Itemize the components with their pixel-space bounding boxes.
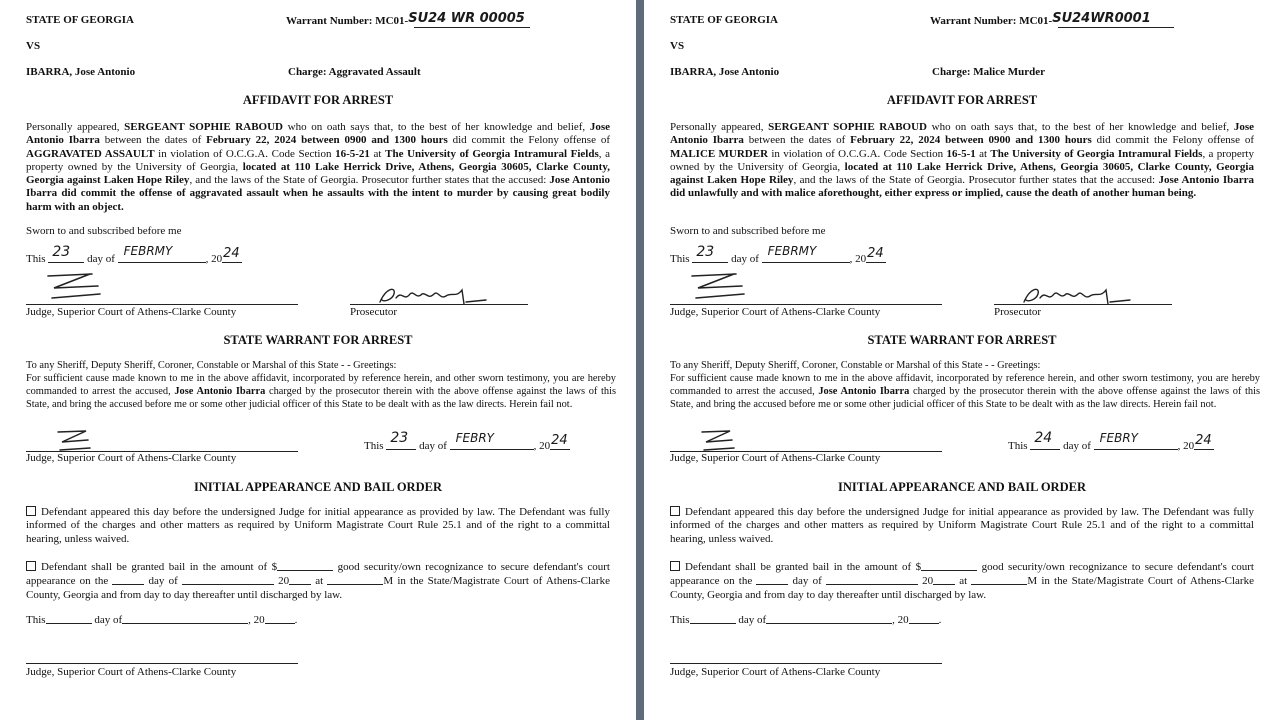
bail-appearance-paragraph: Defendant appeared this day before the undersigned Judge for initial appearance as provided by law. The Defendant was fully informed of the charges and other matters as required by Uniform Magistrate Court Rule 25.1 and of the right to a committal hearing, unless waived. bbox=[26, 506, 610, 545]
warrant-number-handwritten: SU24WR0001 bbox=[1052, 11, 1151, 26]
warrant-number-handwritten: SU24 WR 00005 bbox=[408, 11, 525, 26]
judge-signature bbox=[684, 270, 764, 306]
court-month-blank[interactable] bbox=[826, 574, 918, 585]
sworn-month-handwritten: FEBRMY bbox=[767, 244, 817, 258]
warrant-greeting: To any Sheriff, Deputy Sheriff, Coroner, Constable or Marshal of this State - - Greetings: bbox=[670, 360, 1041, 371]
sworn-date-line: This 23 day of FEBRMY , 20 24 bbox=[670, 252, 1256, 266]
page-divider bbox=[636, 0, 644, 720]
warrant-body: For sufficient cause made known to me in the above affidavit, incorporated by reference herein, and other sworn testimony, you are hereby commanded to arrest the accused, Jose Antonio Ibarra charged by the prosecutor therein with the above offense against the laws of this State, and bring the accused before me or some other judicial officer of this State to be dealt with as the law directs. Herein fail not. bbox=[670, 373, 1260, 410]
charge-label: Charge: Malice Murder bbox=[932, 66, 1046, 78]
defendant-name: IBARRA, Jose Antonio bbox=[670, 66, 780, 78]
warrant-number: Warrant Number: MC01-SU24 WR 00005 bbox=[286, 11, 525, 27]
bail-amount-blank[interactable] bbox=[921, 560, 977, 571]
bail-title: INITIAL APPEARANCE AND BAIL ORDER bbox=[194, 480, 442, 494]
warrant-day-handwritten: 23 bbox=[390, 430, 409, 446]
warrant-page-malice-murder bbox=[644, 0, 1280, 720]
vs-label: VS bbox=[26, 40, 41, 52]
warrant-body: For sufficient cause made known to me in the above affidavit, incorporated by reference herein, and other sworn testimony, you are hereby commanded to arrest the accused, Jose Antonio Ibarra charged by the prosecutor therein with the above offense against the laws of this State, and bring the accused before me or some other judicial officer of this State to be dealt with as the law directs. Herein fail not. bbox=[26, 373, 616, 410]
warrant-month-handwritten: FEBRY bbox=[455, 431, 494, 445]
judge-title-affidavit: Judge, Superior Court of Athens-Clarke County bbox=[26, 306, 237, 318]
sworn-day-handwritten: 23 bbox=[696, 244, 715, 260]
judge-signature-line-bail bbox=[670, 663, 942, 664]
warrant-title: STATE WARRANT FOR ARREST bbox=[223, 333, 413, 347]
bail-amount-paragraph: Defendant shall be granted bail in the amount of $ good security/own recognizance to secure defendant's court appearance on the day of 20 at M in the State/Magistrate Court of Athens-Clarke County, Georgia and from day to day thereafter until discharged by law. bbox=[670, 561, 1254, 601]
judge-title-bail: Judge, Superior Court of Athens-Clarke County bbox=[26, 666, 237, 678]
bail-month-blank[interactable] bbox=[122, 613, 248, 624]
charge-label: Charge: Aggravated Assault bbox=[288, 66, 421, 78]
affidavit-body: Personally appeared, SERGEANT SOPHIE RABOUD who on oath says that, to the best of her knowledge and belief, Jose Antonio Ibarra between the dates of February 22, 2024 between 0900 and 1300 hours did commit the Felony offense of AGGRAVATED ASSAULT in violation of O.C.G.A. Code Section 16-5-21 at The University of Georgia Intramural Fields, a property owned by the University of Georgia, located at 110 Lake Herrick Drive, Athens, Georgia 30605, Clarke County, Georgia against Laken Hope Riley, and the laws of the State of Georgia. Prosecutor further states that the accused: Jose Antonio Ibarra did commit the offense of aggravated assault when he assaults with the intent to murder by causing great bodily harm with an object. bbox=[26, 121, 611, 213]
sworn-date-line: This 23 day of FEBRMY , 20 24 bbox=[26, 252, 612, 266]
sworn-statement: Sworn to and subscribed before me bbox=[26, 225, 182, 237]
sworn-year-handwritten: 24 bbox=[223, 246, 240, 261]
bail-month-blank[interactable] bbox=[766, 613, 892, 624]
warrant-day-handwritten: 24 bbox=[1034, 430, 1053, 446]
sworn-day-handwritten: 23 bbox=[52, 244, 71, 260]
warrant-number: Warrant Number: MC01-SU24WR0001 bbox=[930, 11, 1151, 27]
court-day-blank[interactable] bbox=[756, 574, 788, 585]
sworn-year-handwritten: 24 bbox=[867, 246, 884, 261]
warrant-date-line: This 23 day of FEBRY , 20 24 bbox=[364, 439, 614, 453]
court-month-blank[interactable] bbox=[182, 574, 274, 585]
warrant-year-handwritten: 24 bbox=[1195, 433, 1212, 448]
bail-checkbox[interactable] bbox=[26, 561, 36, 571]
judge-signature bbox=[40, 270, 120, 306]
warrant-month-handwritten: FEBRY bbox=[1099, 431, 1138, 445]
vs-label: VS bbox=[670, 40, 685, 52]
bail-date-line: This day of , 20 . bbox=[670, 614, 942, 626]
appearance-checkbox[interactable] bbox=[670, 506, 680, 516]
prosecutor-signature-line bbox=[350, 304, 528, 305]
bail-day-blank[interactable] bbox=[46, 613, 92, 624]
warrant-greeting: To any Sheriff, Deputy Sheriff, Coroner, Constable or Marshal of this State - - Greetings: bbox=[26, 360, 397, 371]
warrant-page-aggravated-assault bbox=[0, 0, 636, 720]
judge-title-warrant: Judge, Superior Court of Athens-Clarke County bbox=[26, 452, 237, 464]
bail-title: INITIAL APPEARANCE AND BAIL ORDER bbox=[838, 480, 1086, 494]
warrant-year-handwritten: 24 bbox=[551, 433, 568, 448]
judge-title-bail: Judge, Superior Court of Athens-Clarke County bbox=[670, 666, 881, 678]
court-year-blank[interactable] bbox=[289, 574, 311, 585]
prosecutor-label: Prosecutor bbox=[350, 306, 398, 318]
prosecutor-signature-line bbox=[994, 304, 1172, 305]
warrant-title: STATE WARRANT FOR ARREST bbox=[867, 333, 1057, 347]
bail-year-blank[interactable] bbox=[909, 613, 939, 624]
sworn-month-handwritten: FEBRMY bbox=[123, 244, 173, 258]
court-day-blank[interactable] bbox=[112, 574, 144, 585]
court-time-blank[interactable] bbox=[327, 574, 383, 585]
warrant-number-underline bbox=[414, 27, 530, 28]
defendant-name: IBARRA, Jose Antonio bbox=[26, 66, 136, 78]
bail-checkbox[interactable] bbox=[670, 561, 680, 571]
court-year-blank[interactable] bbox=[933, 574, 955, 585]
state-label: STATE OF GEORGIA bbox=[670, 14, 778, 26]
prosecutor-label: Prosecutor bbox=[994, 306, 1042, 318]
affidavit-title: AFFIDAVIT FOR ARREST bbox=[886, 93, 1038, 107]
appearance-checkbox[interactable] bbox=[26, 506, 36, 516]
affidavit-title: AFFIDAVIT FOR ARREST bbox=[242, 93, 394, 107]
judge-title-warrant: Judge, Superior Court of Athens-Clarke County bbox=[670, 452, 881, 464]
state-label: STATE OF GEORGIA bbox=[26, 14, 134, 26]
bail-amount-paragraph: Defendant shall be granted bail in the amount of $ good security/own recognizance to secure defendant's court appearance on the day of 20 at M in the State/Magistrate Court of Athens-Clarke County, Georgia and from day to day thereafter until discharged by law. bbox=[26, 561, 610, 601]
bail-date-line: This day of , 20 . bbox=[26, 614, 298, 626]
judge-signature-line bbox=[670, 304, 942, 305]
judge-title-affidavit: Judge, Superior Court of Athens-Clarke County bbox=[670, 306, 881, 318]
bail-amount-blank[interactable] bbox=[277, 560, 333, 571]
court-time-blank[interactable] bbox=[971, 574, 1027, 585]
judge-signature-line-bail bbox=[26, 663, 298, 664]
affidavit-body: Personally appeared, SERGEANT SOPHIE RABOUD who on oath says that, to the best of her knowledge and belief, Jose Antonio Ibarra between the dates of February 22, 2024 between 0900 and 1300 hours did commit the Felony offense of MALICE MURDER in violation of O.C.G.A. Code Section 16-5-1 at The University of Georgia Intramural Fields, a property owned by the University of Georgia, located at 110 Lake Herrick Drive, Athens, Georgia 30605, Clarke County, Georgia against Laken Hope Riley, and the laws of the State of Georgia. Prosecutor further states that the accused: Jose Antonio Ibarra did unlawfully and with malice aforethought, either express or implied, cause the death of another human being. bbox=[670, 121, 1254, 200]
bail-day-blank[interactable] bbox=[690, 613, 736, 624]
judge-signature-line bbox=[26, 304, 298, 305]
bail-appearance-paragraph: Defendant appeared this day before the undersigned Judge for initial appearance as provided by law. The Defendant was fully informed of the charges and other matters as required by Uniform Magistrate Court Rule 25.1 and of the right to a committal hearing, unless waived. bbox=[670, 506, 1254, 545]
warrant-date-line: This 24 day of FEBRY , 20 24 bbox=[1008, 439, 1258, 453]
sworn-statement: Sworn to and subscribed before me bbox=[670, 225, 826, 237]
warrant-number-underline bbox=[1058, 27, 1174, 28]
bail-year-blank[interactable] bbox=[265, 613, 295, 624]
